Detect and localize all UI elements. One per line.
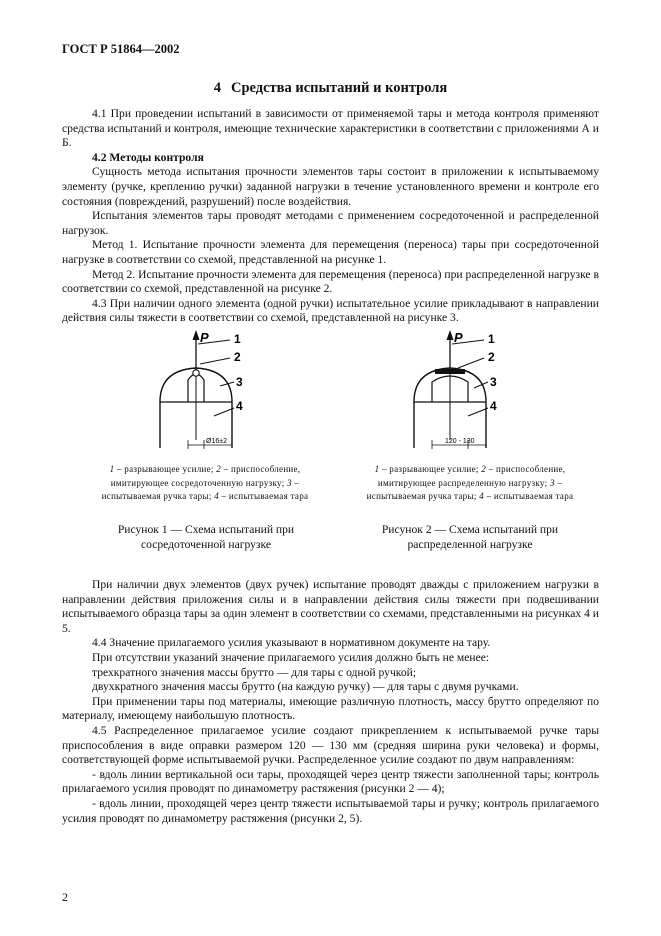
legend-3-text: – испытываемая ручка тары;	[366, 477, 563, 501]
legend-3-text: – испытываемая ручка тары;	[101, 477, 300, 501]
legend-2-text: – приспособление, имитирующее распределенную нагрузку;	[377, 464, 566, 488]
paragraph-along-1: - вдоль линии вертикальной оси тары, проходящей через центр тяжести заполненной тары; контроль прилагаемого усилия проводят по динамометру растяжения (рисунки 2 — 4);	[62, 767, 599, 796]
legend-3-num: 3	[287, 477, 292, 488]
figure-1-caption: Рисунок 1 — Схема испытаний при сосредоточенной нагрузке	[117, 523, 295, 551]
legend-4-num: 4	[479, 491, 484, 501]
legend-1-text: – разрывающее усилие;	[114, 464, 217, 474]
figure-1-svg	[148, 328, 278, 450]
force-label: P	[454, 330, 463, 345]
legend-2-text: – приспособление, имитирующее сосредоточенную нагрузку;	[110, 464, 301, 488]
callout-1: 1	[234, 332, 241, 346]
standard-header: ГОСТ Р 51864—2002	[62, 42, 180, 56]
legend-4-text: – испытываемая тара	[219, 491, 309, 501]
figure-2-svg	[402, 328, 532, 450]
callout-2-line	[458, 358, 484, 368]
paragraph-4-1: 4.1 При проведении испытаний в зависимости от применяемой тары и метода контроля применяют средства испытаний и контроля, имеющие технические характеристики в соответствии с приложениями А и Б.	[62, 107, 599, 150]
paragraph-essence: Сущность метода испытания прочности элементов тары состоит в приложении к испытываемому элементу (ручке, креплению ручки) заданной нагрузки в течение установленного времени и контроле его состояния (повреждений, разрушений) после воздействия.	[62, 165, 599, 208]
text-block-1	[62, 107, 599, 326]
legend-3-num: 3	[549, 477, 555, 488]
force-arrow-head	[447, 330, 454, 340]
figure-2-legend	[364, 463, 576, 504]
legend-1-text: – разрывающее усилие;	[379, 464, 482, 474]
figure-2-caption: Рисунок 2 — Схема испытаний при распределенной нагрузке	[381, 523, 559, 551]
paragraph-method-2: Метод 2. Испытание прочности элемента для перемещения (переноса) при распределенной нагрузке в соответствии со схемой, представленной на рисунке 2.	[62, 267, 599, 296]
callout-3: 3	[236, 375, 243, 389]
paragraph-4-5: 4.5 Распределенное прилагаемое усилие создают прикреплением к испытываемой ручке тары приспособления в виде оправки размером 120 — 130 мм (средняя ширина руки человека) и формы, соответствующей форме испытываемой ручки. Распределенное усилие создают по двум направлениям:	[62, 723, 599, 767]
callout-2-line	[200, 358, 230, 364]
callout-3: 3	[490, 375, 497, 389]
legend-2-num: 2	[481, 464, 487, 474]
callout-2: 2	[488, 350, 495, 364]
force-label: P	[200, 330, 209, 345]
force-arrow-head	[193, 330, 200, 340]
load-pin	[193, 370, 199, 376]
callout-2: 2	[234, 350, 241, 364]
figure-1-legend	[98, 463, 312, 504]
text-block-2	[62, 578, 599, 826]
paragraph-triple: трехкратного значения массы брутто — для тары с одной ручкой;	[92, 665, 417, 679]
paragraph-methods: Испытания элементов тары проводят методами с применением сосредоточенной и распределенной нагрузок.	[62, 209, 599, 237]
paragraph-4-4: 4.4 Значение прилагаемого усилия указывают в нормативном документе на тару.	[92, 636, 491, 650]
dimension-label: Ø16±2	[206, 438, 227, 445]
paragraph-absent: При отсутствии указаний значение прилагаемого усилия должно быть не менее:	[92, 650, 490, 664]
legend-4-num: 4	[214, 491, 219, 501]
callout-4: 4	[236, 399, 243, 413]
paragraph-double: двухкратного значения массы брутто (на каждую ручку) — для тары с двумя ручками.	[92, 680, 519, 694]
callout-4-line	[214, 408, 234, 416]
callout-4: 4	[490, 399, 497, 413]
paragraph-method-1: Метод 1. Испытание прочности элемента для перемещения (переноса) тары при сосредоточенной нагрузке в соответствии со схемой, представленной на рисунке 1.	[62, 238, 599, 266]
section-heading	[62, 80, 599, 97]
paragraph-along-2: - вдоль линии, проходящей через центр тяжести испытываемой тары и ручку; контроль прилагаемого усилия проводят по динамометру растяжения (рисунки 2, 5).	[62, 796, 599, 825]
legend-4-text: – испытываемая тара	[484, 491, 574, 501]
legend-2-num: 2	[216, 464, 222, 474]
legend-1-num: 1	[374, 464, 380, 474]
load-mandrel	[435, 369, 465, 374]
callout-1: 1	[488, 332, 495, 346]
figure-2-diagram	[402, 328, 532, 450]
subheading-4-2: 4.2 Методы контроля	[92, 150, 204, 164]
legend-1-num: 1	[109, 464, 115, 474]
paragraph-two-handles: При наличии двух элементов (двух ручек) испытание проводят дважды с приложением нагрузки в направлении действия приложения силы и в направлении действия силы тяжести при подвешивании испытываемого образца тары за один элемент в соответствии со схемами, представленными на рисунках 4 и 5.	[62, 578, 599, 635]
dimension-label: 120 - 130	[445, 438, 475, 445]
page-number: 2	[62, 890, 68, 904]
callout-4-line	[468, 408, 488, 416]
section-title: Средства испытаний и контроля	[231, 80, 448, 96]
figure-1-diagram	[148, 328, 278, 450]
paragraph-4-3: 4.3 При наличии одного элемента (одной ручки) испытательное усилие прикладывают в направлении действия силы тяжести в соответствии со схемой, представленной на рисунке 3.	[62, 296, 599, 325]
section-number: 4	[213, 80, 221, 96]
paragraph-materials: При применении тары под материалы, имеющие различную плотность, массу брутто определяют по материалу, имеющему наибольшую плотность.	[62, 694, 599, 723]
